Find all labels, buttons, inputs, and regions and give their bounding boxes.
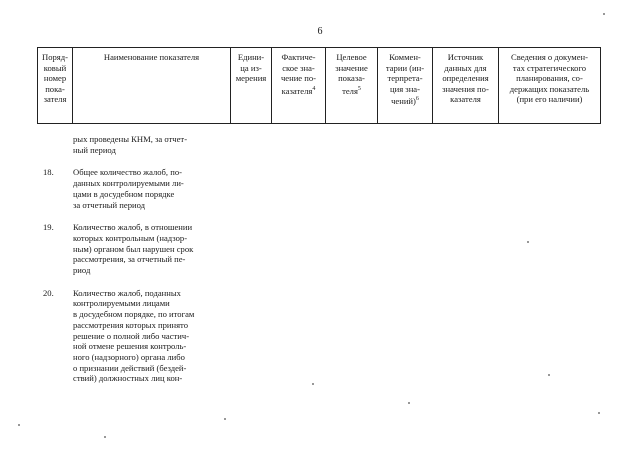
row-text: Общее количество жалоб, по- данных контролируемыми ли- цами в досудебном порядке за отчетный период — [73, 167, 184, 210]
table-row — [37, 222, 237, 276]
header-row — [38, 48, 601, 124]
header-comments: Коммен- тарии (ин- терпрета- ция зна- чений)$^6$ — [378, 48, 433, 124]
page-number: 6 — [317, 26, 323, 37]
header-strategic-documents: Сведения о докумен- тах стратегического планирования, со- держащих показатель (при его наличии) — [499, 48, 601, 124]
table-row — [37, 288, 237, 384]
row-text: Количество жалоб, в отношении которых контрольным (надзор- ным) органом был нарушен срок рассмотрения, за отчетный пе- риод — [73, 222, 194, 276]
row-text: рых проведены КНМ, за отчет- ный период — [73, 134, 188, 155]
header-indicator-name: Наименование показателя — [73, 48, 231, 124]
row-text: Количество жалоб, поданных контролируемыми лицами в досудебном порядке, по итогам рассмотрения которых принято решение о полной либо частич- ной отмене решения контроль- ного (надзорного) органа либо о признании действий (бездей- ствий) должностных лиц кон- — [73, 287, 195, 384]
header-unit: Едини- ца из- мерения — [231, 48, 272, 124]
row-number — [37, 134, 73, 155]
header-actual-value: Фактиче- ское зна- чение по- казателя$^4$ — [272, 48, 326, 124]
indicator-rows — [37, 134, 237, 384]
header-data-source: Источник данных для определения значения по- казателя — [433, 48, 499, 124]
indicator-table-header — [37, 47, 601, 124]
header-index: Поряд- ковый номер пока- зателя — [38, 48, 73, 124]
table-row — [37, 167, 237, 210]
row-number: 19. — [43, 222, 54, 233]
header-target-value: Целевое значение показа- теля$^5$ — [326, 48, 378, 124]
table-row — [37, 134, 237, 155]
row-number: 18. — [43, 167, 54, 178]
row-number: 20. — [43, 287, 54, 298]
